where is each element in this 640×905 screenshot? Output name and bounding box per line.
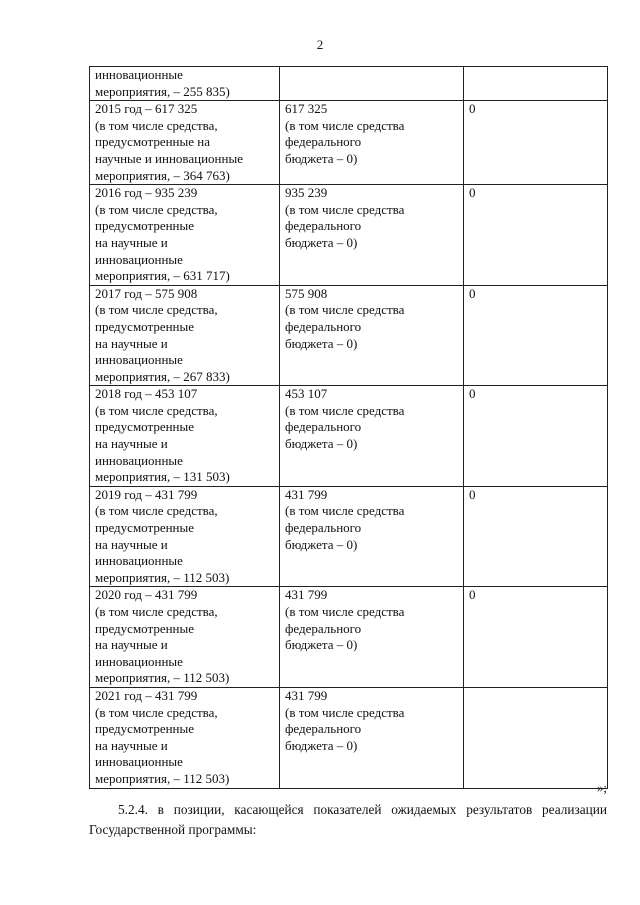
table-row — [90, 386, 608, 487]
budget-year-cell: 2019 год – 431 799 (в том числе средства, предусмотренные на научные и инновационные мероприятия, – 112 503) — [90, 486, 280, 587]
section-paragraph: 5.2.4. в позиции, касающейся показателей ожидаемых результатов реализации Государственной программы: — [89, 802, 607, 837]
federal-budget-cell: 575 908 (в том числе средства федерального бюджета – 0) — [280, 285, 464, 386]
federal-budget-cell: 617 325 (в том числе средства федерального бюджета – 0) — [280, 101, 464, 185]
budget-year-cell: 2018 год – 453 107 (в том числе средства, предусмотренные на научные и инновационные мероприятия, – 131 503) — [90, 386, 280, 487]
closing-quote-mark: »; — [596, 780, 607, 795]
federal-budget-cell — [280, 67, 464, 101]
other-source-cell — [464, 67, 608, 101]
other-source-cell: 0 — [464, 285, 608, 386]
table-row — [90, 185, 608, 286]
budget-year-cell: 2021 год – 431 799 (в том числе средства, предусмотренные на научные и инновационные мероприятия, – 112 503) — [90, 687, 280, 788]
other-source-cell: 0 — [464, 101, 608, 185]
federal-budget-cell: 431 799 (в том числе средства федерального бюджета – 0) — [280, 587, 464, 688]
budget-table — [89, 66, 608, 789]
table-row — [90, 587, 608, 688]
federal-budget-cell: 431 799 (в том числе средства федерального бюджета – 0) — [280, 687, 464, 788]
federal-budget-cell: 431 799 (в том числе средства федерального бюджета – 0) — [280, 486, 464, 587]
other-source-cell: 0 — [464, 386, 608, 487]
page-number: 2 — [316, 37, 324, 52]
table-row — [90, 285, 608, 386]
budget-year-cell: 2017 год – 575 908 (в том числе средства, предусмотренные на научные и инновационные мероприятия, – 267 833) — [90, 285, 280, 386]
budget-year-cell: инновационные мероприятия, – 255 835) — [90, 67, 280, 101]
budget-table-body — [90, 67, 608, 789]
table-row — [90, 486, 608, 587]
table-row — [90, 67, 608, 101]
table-row — [90, 101, 608, 185]
federal-budget-cell: 453 107 (в том числе средства федерального бюджета – 0) — [280, 386, 464, 487]
other-source-cell — [464, 687, 608, 788]
other-source-cell: 0 — [464, 587, 608, 688]
budget-year-cell: 2015 год – 617 325 (в том числе средства, предусмотренные на научные и инновационные мероприятия, – 364 763) — [90, 101, 280, 185]
other-source-cell: 0 — [464, 486, 608, 587]
federal-budget-cell: 935 239 (в том числе средства федерального бюджета – 0) — [280, 185, 464, 286]
budget-year-cell: 2016 год – 935 239 (в том числе средства, предусмотренные на научные и инновационные мероприятия, – 631 717) — [90, 185, 280, 286]
table-row — [90, 687, 608, 788]
budget-year-cell: 2020 год – 431 799 (в том числе средства, предусмотренные на научные и инновационные мероприятия, – 112 503) — [90, 587, 280, 688]
other-source-cell: 0 — [464, 185, 608, 286]
